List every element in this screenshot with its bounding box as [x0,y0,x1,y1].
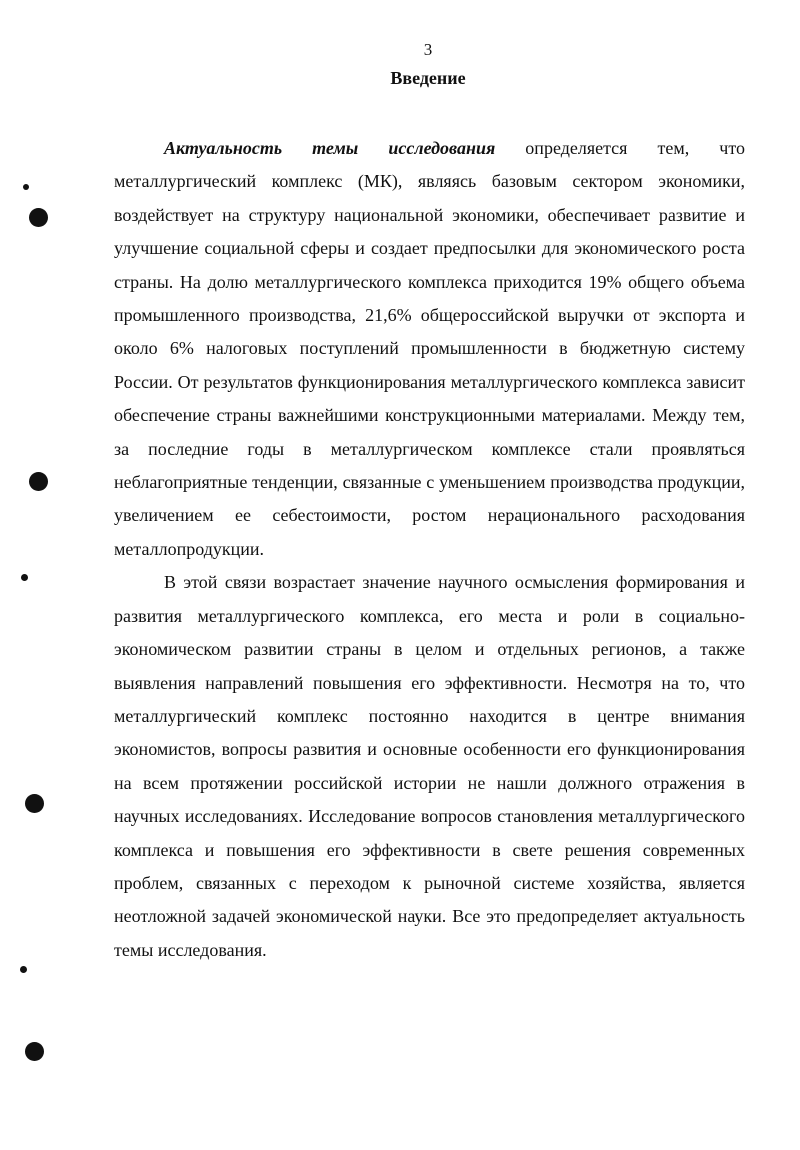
paragraph-relevance [114,132,745,566]
page-number: 3 [423,40,433,59]
punch-hole-mark [29,208,48,227]
emphasized-lead: Актуальность темы исследования [164,138,496,158]
punch-hole-mark [25,1042,44,1061]
page-title: Введение [390,68,466,88]
punch-hole-dot [21,574,28,581]
paragraph-significance [114,566,745,967]
paragraph-text: определяется тем, что металлургический комплекс (МК), являясь базовым сектором экономики, воздействует на структуру национальной экономики, обеспечивает развитие и улучшение социальной сферы и создает предпосылки для экономического роста страны. На долю металлургического комплекса приходится 19% общего объема промышленного производства, 21,6% общероссийской выручки от экспорта и около 6% налоговых поступлений промышленности в бюджетную систему России. От результатов функционирования металлургического комплекса зависит обеспечение страны важнейшими конструкционными материалами. Между тем, за последние годы в металлургическом комплексе стали проявляться неблагоприятные тенденции, связанные с уменьшением производства продукции, увеличением ее себестоимости, ростом нерационального расходования металлопродукции. [114,138,745,559]
punch-hole-mark [25,794,44,813]
paragraph-text: В этой связи возрастает значение научного осмысления формирования и развития металлургического комплекса, его места и роли в социально-экономическом развитии страны в целом и отдельных регионов, а также выявления направлений повышения его эффективности. Несмотря на то, что металлургический комплекс постоянно находится в центре внимания экономистов, вопросы развития и основные особенности его функционирования на всем протяжении российской истории не нашли должного отражения в научных исследованиях. Исследование вопросов становления металлургического комплекса и повышения его эффективности в свете решения современных проблем, связанных с переходом к рыночной системе хозяйства, является неотложной задачей экономической науки. Все это предопределяет актуальность темы исследования. [114,572,745,960]
punch-hole-dot [20,966,27,973]
punch-hole-mark [29,472,48,491]
punch-hole-dot [23,184,29,190]
body-text [114,132,745,967]
